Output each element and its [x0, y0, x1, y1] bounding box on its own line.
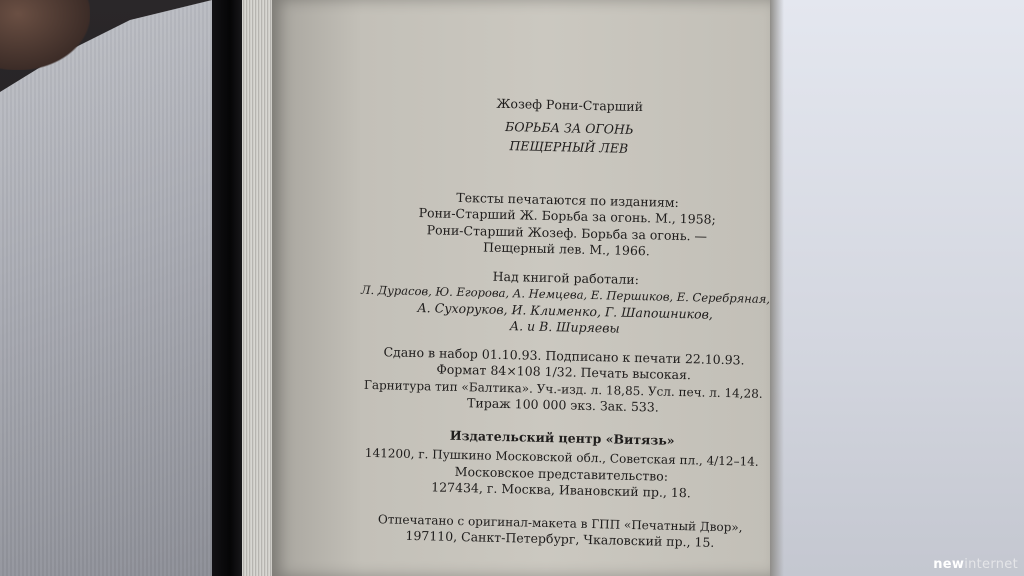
watermark — [933, 557, 1018, 572]
author-line: Жозеф Рони-Старший — [496, 95, 644, 115]
credits-line-3: А. и В. Ширяевы — [509, 318, 620, 336]
printer-line-2: 197110, Санкт-Петербург, Чкаловский пр., 15. — [405, 527, 715, 550]
credits-line-2: А. Сухоруков, И. Клименко, Г. Шапошников, — [417, 299, 714, 322]
watermark-part-2: internet — [964, 557, 1018, 572]
print-line-4: Тираж 100 000 экз. Зак. 533. — [466, 395, 659, 415]
hand-corner — [0, 0, 90, 70]
print-line-3: Гарнитура тип «Балтика». Уч.-изд. л. 18,85. Усл. печ. л. 14,28. — [363, 377, 763, 401]
credits-heading: Над книгой работали: — [492, 268, 640, 287]
watermark-part-1: new — [933, 557, 965, 572]
page-edges — [242, 0, 272, 576]
publisher-address-2: Московское представительство: — [454, 463, 669, 484]
publisher-address-1: 141200, г. Пушкино Московской обл., Советская пл., 4/12–14. — [364, 445, 759, 469]
print-line-2: Формат 84×108 1/32. Печать высокая. — [436, 361, 692, 383]
colophon-text — [320, 92, 810, 553]
sources-line-2: Рони-Старший Жозеф. Борьба за огонь. — — [426, 221, 708, 244]
left-page — [0, 0, 212, 576]
publisher-address-3: 127434, г. Москва, Ивановский пр., 18. — [431, 479, 691, 501]
title-line-1: БОРЬБА ЗА ОГОНЬ — [504, 118, 634, 137]
print-line-1: Сдано в набор 01.10.93. Подписано к печати 22.10.93. — [383, 343, 745, 367]
sources-line-1: Рони-Старший Ж. Борьба за огонь. М., 1958; — [418, 205, 716, 227]
sources-heading: Тексты печатаются по изданиям: — [456, 189, 679, 210]
publisher-name: Издательский центр «Витязь» — [449, 427, 675, 448]
book-spine-gap — [212, 0, 242, 576]
sources-line-3: Пещерный лев. М., 1966. — [482, 239, 651, 259]
credits-line-1: Л. Дурасов, Ю. Егорова, А. Немцева, Е. Першиков, Е. Серебряная, — [360, 282, 771, 307]
title-line-2: ПЕЩЕРНЫЙ ЛЕВ — [509, 138, 629, 156]
printer-line-1: Отпечатано с оригинал-макета в ГПП «Печатный Двор», — [377, 511, 743, 534]
